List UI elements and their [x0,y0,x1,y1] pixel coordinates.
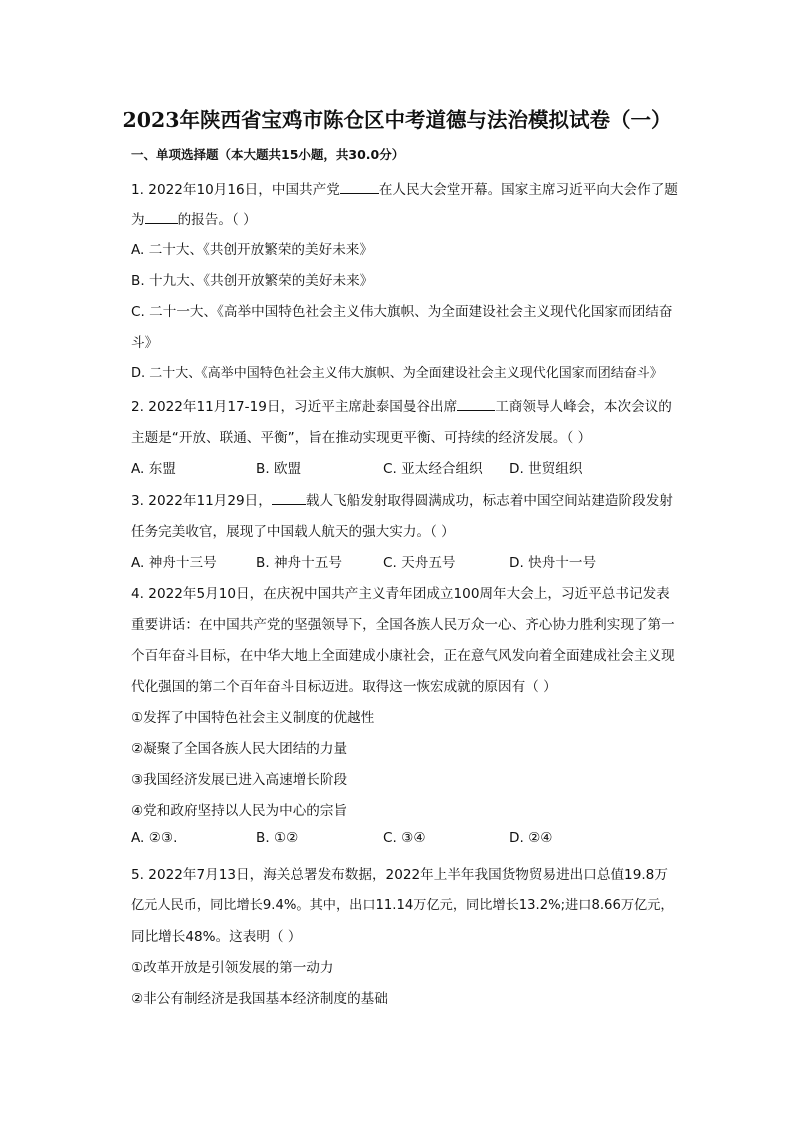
q3-text-a: 3. 2022年11月29日， [131,493,272,509]
q5-statement-1: ①改革开放是引领发展的第一动力 [131,960,334,976]
q1-blank-2 [145,211,178,224]
q3-option-c: C. 天舟五号 [383,555,456,571]
q2-option-a: A. 东盟 [131,461,176,477]
q1-text-d: 的报告。（ ） [177,212,257,228]
q3-option-d: D. 快舟十一号 [509,555,597,571]
q1-text-b: 在人民大会堂开幕。国家主席习近平向大会作了题 [378,182,678,198]
q2-text-a: 2. 2022年11月17-19日，习近平主席赴泰国曼谷出席 [131,399,458,415]
q1-line-1 [131,178,678,198]
q4-option-c: C. ③④ [383,830,426,846]
q5-line-3: 同比增长48%。这表明（ ） [131,929,302,945]
q2-option-c: C. 亚太经合组织 [383,461,483,477]
q3-option-b: B. 神舟十五号 [256,555,342,571]
q4-statement-4: ④党和政府坚持以人民为中心的宗旨 [131,803,348,819]
q1-option-c-line-2: 斗》 [131,335,159,351]
q4-line-2: 重要讲话：在中国共产党的坚强领导下，全国各族人民万众一心、齐心协力胜利实现了第一 [131,617,675,633]
q3-blank [272,492,306,505]
q5-line-2: 亿元人民币，同比增长9.4%。其中，出口11.14万亿元，同比增长13.2%;进口8.66万亿元， [131,898,674,913]
q1-option-d: D. 二十大、《高举中国特色社会主义伟大旗帜、为全面建设社会主义现代化国家而团结奋斗》 [131,366,663,381]
q5-line-1: 5. 2022年7月13日，海关总署发布数据，2022年上半年我国货物贸易进出口总值19.8万 [131,867,668,883]
q3-line-2: 任务完美收官，展现了中国载人航天的强大实力。（ ） [131,524,455,540]
q4-option-a: A. ②③. [131,830,178,846]
q3-option-a: A. 神舟十三号 [131,555,217,571]
q2-line-2: 主题是“开放、联通、平衡”，旨在推动实现更平衡、可持续的经济发展。（ ） [131,430,592,446]
q1-text-a: 1. 2022年10月16日，中国共产党 [131,182,340,198]
q3-line-1 [131,489,673,509]
q2-option-d: D. 世贸组织 [509,461,583,477]
q4-statement-2: ②凝聚了全国各族人民大团结的力量 [131,741,348,757]
q4-statement-1: ①发挥了中国特色社会主义制度的优越性 [131,710,375,726]
q4-option-d: D. ②④ [509,830,553,846]
page-title: 2023年陕西省宝鸡市陈仓区中考道德与法治模拟试卷（一） [122,108,672,132]
q4-option-b: B. ①② [256,830,299,846]
q4-line-3: 个百年奋斗目标，在中华大地上全面建成小康社会，正在意气风发向着全面建成社会主义现 [131,648,675,664]
q2-text-b: 工商领导人峰会，本次会议的 [495,399,672,415]
q4-statement-3: ③我国经济发展已进入高速增长阶段 [131,772,348,788]
q1-option-a: A. 二十大、《共创开放繁荣的美好未来》 [131,242,373,258]
q4-line-4: 代化强国的第二个百年奋斗目标迈进。取得这一恢宏成就的原因有（ ） [131,679,557,695]
q2-option-b: B. 欧盟 [256,461,302,477]
q2-line-1 [131,395,672,415]
q1-blank-1 [340,181,379,194]
q2-blank [457,398,495,411]
q4-line-1: 4. 2022年5月10日，在庆祝中国共产主义青年团成立100周年大会上，习近平总书记发表 [131,586,670,602]
q3-text-b: 载人飞船发射取得圆满成功，标志着中国空间站建造阶段发射 [305,493,673,509]
q1-line-2 [131,208,257,228]
q1-text-c: 为 [131,212,145,228]
section-heading: 一、单项选择题（本大题共15小题，共30.0分） [131,147,405,162]
q1-option-b: B. 十九大、《共创开放繁荣的美好未来》 [131,273,374,289]
q5-statement-2: ②非公有制经济是我国基本经济制度的基础 [131,991,388,1007]
q1-option-c-line-1: C. 二十一大、《高举中国特色社会主义伟大旗帜、为全面建设社会主义现代化国家而团结奋 [131,304,673,320]
